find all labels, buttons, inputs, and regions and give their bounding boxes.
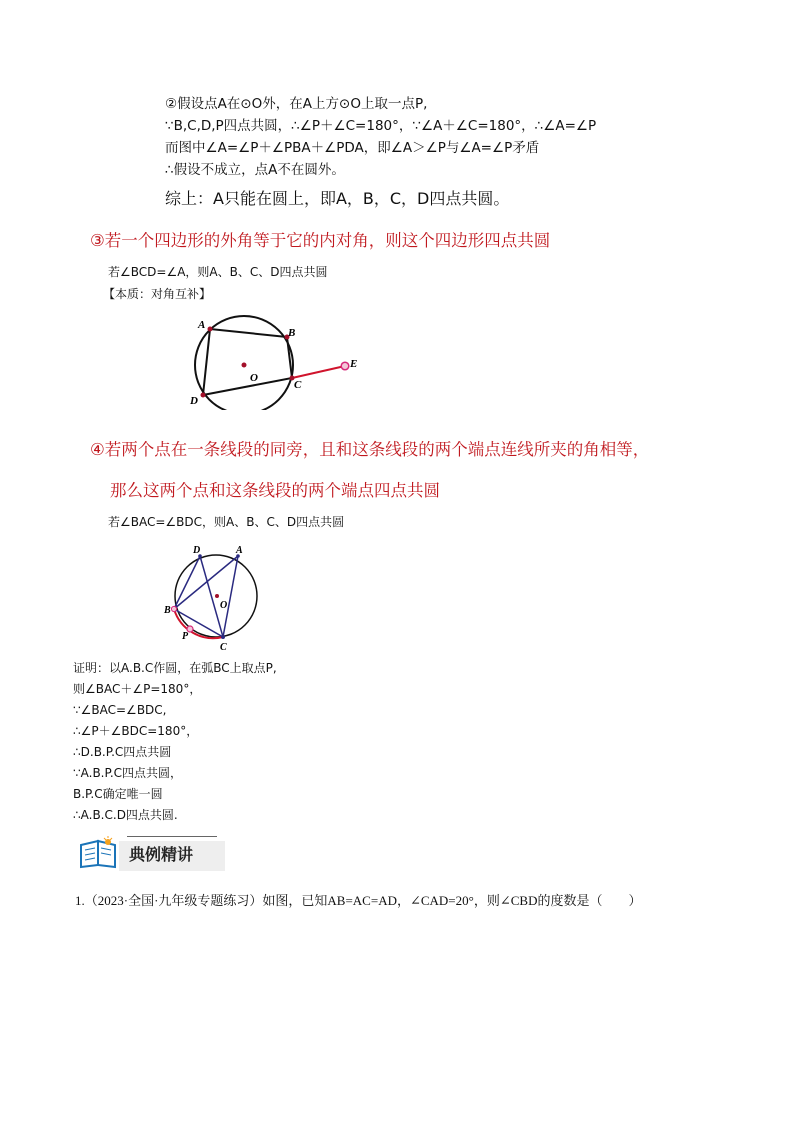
rule3-condition: 若∠BCD=∠A，则A、B、C、D四点共圆 — [108, 265, 328, 279]
section-header — [75, 830, 225, 872]
label-a: A — [198, 319, 206, 331]
proof2-summary: 综上：A只能在圆上，即A，B，C，D四点共圆。 — [165, 189, 510, 208]
segment-ab — [174, 556, 238, 609]
label-b: B — [164, 605, 171, 616]
figure-cyclic-exterior-angle — [180, 310, 370, 410]
point-c — [221, 635, 225, 639]
quadrilateral-abcd — [203, 329, 292, 395]
rule4-heading-line2: 那么这两个点和这条线段的两个端点四点共圆 — [110, 481, 440, 500]
point-b — [171, 606, 176, 611]
proof-line: ∴∠P＋∠BDC=180°， — [73, 724, 199, 738]
segment-ac — [223, 556, 238, 637]
proof2-line4: ∴假设不成立，点A不在圆外。 — [165, 162, 345, 178]
label-d: D — [193, 545, 201, 556]
label-d: D — [190, 395, 198, 407]
book-icon — [77, 836, 121, 870]
point-o — [215, 594, 219, 598]
figure-equal-angles-same-side — [160, 540, 270, 655]
point-a — [208, 327, 213, 332]
section-title: 典例精讲 — [129, 845, 194, 864]
rule4-heading-line1: ④若两个点在一条线段的同旁，且和这条线段的两个端点连线所夹的角相等， — [90, 440, 650, 459]
label-a: A — [236, 545, 243, 556]
rule3-heading: ③若一个四边形的外角等于它的内对角，则这个四边形四点共圆 — [90, 231, 551, 250]
proof-line: ∴D.B.P.C四点共圆 — [73, 745, 172, 759]
proof2-line1: ②假设点A在⊙O外，在A上方⊙O上取一点P, — [165, 96, 428, 112]
proof2-line2: ∵B,C,D,P四点共圆，∴∠P＋∠C=180°，∵∠A＋∠C=180°，∴∠A=∠P — [165, 118, 597, 134]
proof-line: 则∠BAC＋∠P=180°， — [73, 682, 202, 696]
proof-line: ∴A.B.C.D四点共圆. — [73, 808, 178, 822]
extension-ce — [292, 366, 345, 378]
label-c: C — [294, 379, 302, 391]
rule4-condition: 若∠BAC=∠BDC，则A、B、C、D四点共圆 — [108, 515, 345, 529]
label-p: P — [182, 631, 189, 642]
segment-dc — [200, 556, 223, 637]
proof-line: 证明：以A.B.C作圆，在弧BC上取点P, — [73, 661, 277, 675]
label-o: O — [220, 600, 228, 611]
point-e — [341, 362, 349, 370]
proof-line: B.P.C确定唯一圆 — [73, 787, 163, 801]
label-c: C — [220, 642, 227, 653]
point-o — [242, 363, 247, 368]
question-1: 1.（2023·全国·九年级专题练习）如图，已知AB=AC=AD，∠CAD=20°，则∠CBD的度数是（ ） — [75, 893, 642, 908]
proof2-line3: 而图中∠A=∠P＋∠PBA＋∠PDA，即∠A＞∠P与∠A=∠P矛盾 — [165, 140, 540, 156]
proof-line: ∵∠BAC=∠BDC, — [73, 703, 167, 717]
label-e: E — [350, 358, 358, 370]
rule3-essence: 【本质：对角互补】 — [103, 287, 212, 301]
label-o: O — [250, 372, 258, 384]
proof-line: ∵A.B.P.C四点共圆， — [73, 766, 183, 780]
rule4-proof — [73, 658, 277, 826]
point-d — [201, 393, 206, 398]
label-b: B — [288, 327, 296, 339]
section-top-rule — [127, 836, 217, 837]
